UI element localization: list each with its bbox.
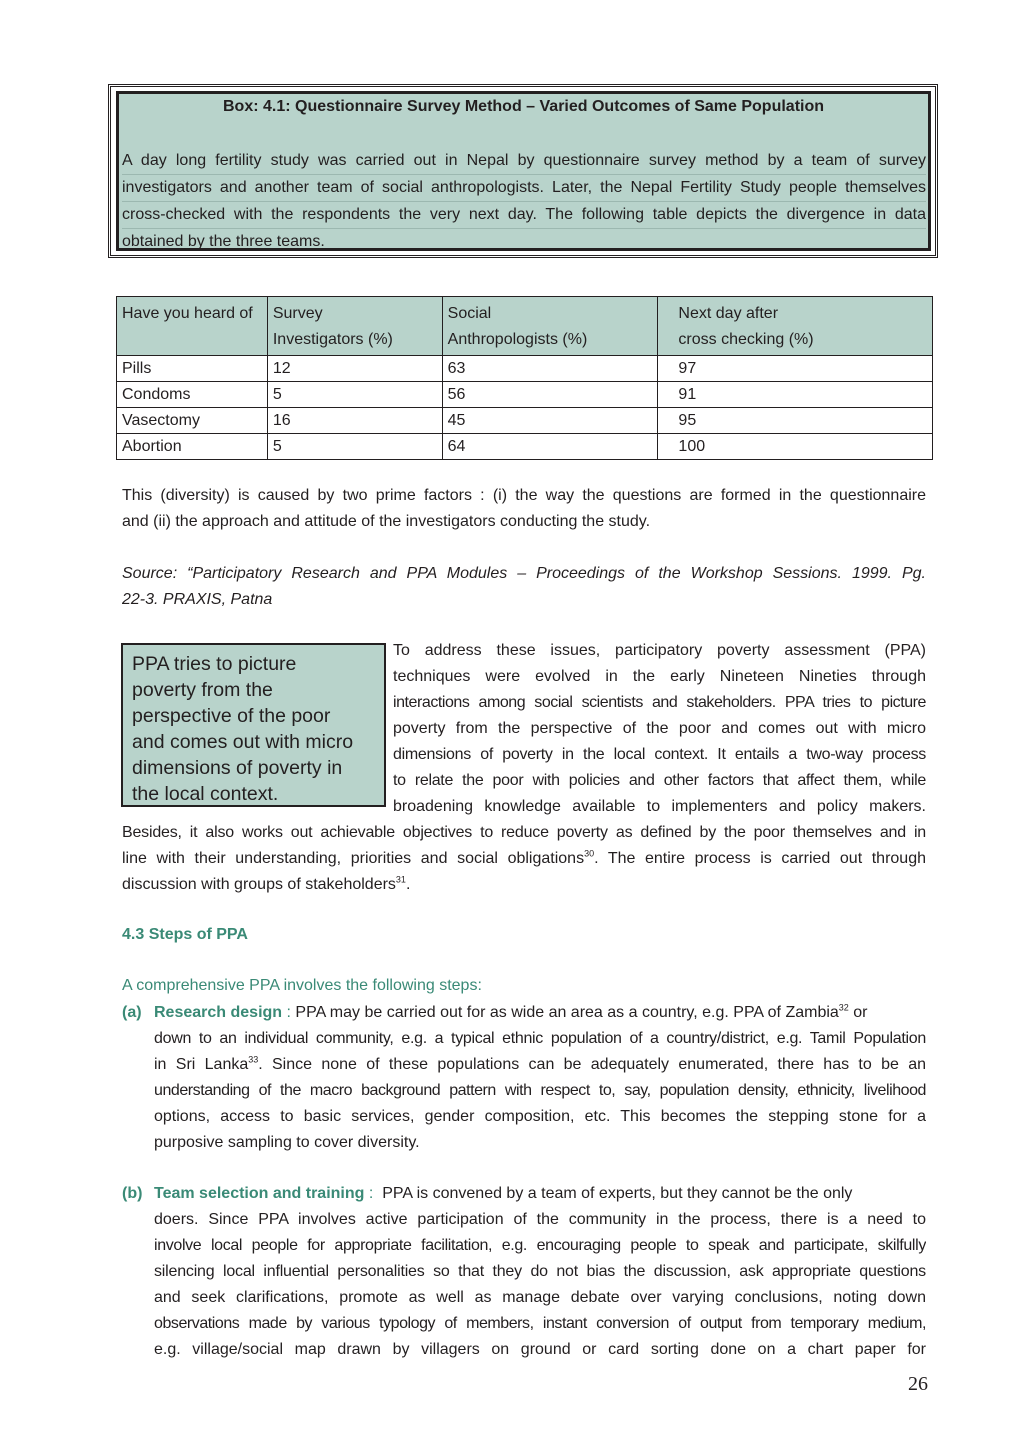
section-heading: 4.3 Steps of PPA [122, 926, 248, 943]
text-line: in Sri Lanka$^{33}$. Since none of these populations can be adequately enumerated, there has to be an [154, 1054, 926, 1073]
table-cell: 5 [267, 434, 442, 460]
step-label: (b) [122, 1185, 143, 1202]
table-cell: 100 [658, 434, 933, 460]
table-cell: Abortion [117, 434, 268, 460]
table-header-cell: Have you heard of [117, 297, 268, 356]
text-line: techniques were evolved in the early Nineteen Nineties through [393, 668, 926, 685]
box-title: Box: 4.1: Questionnaire Survey Method – Varied Outcomes of Same Population [222, 98, 825, 115]
box-body [122, 148, 926, 255]
step-title: Team selection and training [154, 1185, 365, 1202]
text-line: silencing local influential personalities so that they do not bias the discussion, ask appropriate questions [154, 1263, 926, 1280]
text-line: down to an individual community, e.g. a typical ethnic population of a country/district, e.g. Tamil Population [154, 1030, 926, 1047]
table-cell: Vasectomy [117, 408, 268, 434]
text-line: 22-3. PRAXIS, Patna [122, 591, 273, 608]
text-line: Besides, it also works out achievable objectives to reduce poverty as defined by the poor themselves and in [122, 824, 926, 841]
table-cell: 45 [442, 408, 658, 434]
text-line: and (ii) the approach and attitude of the investigators conducting the study. [122, 513, 651, 530]
text-line: and seek clarifications, promote as well as manage debate over varying conclusions, noting down [154, 1289, 926, 1306]
text-line: line with their understanding, priorities and social obligations$^{30}$. The entire process is carried out through [122, 848, 926, 867]
step-b-first-line: (b) Team selection and training : PPA is convened by a team of experts, but they cannot be the only [122, 1181, 926, 1207]
text-line: involve local people for appropriate facilitation, e.g. encouraging people to speak and participate, skilfully [154, 1237, 926, 1254]
text-line: To address these issues, participatory poverty assessment (PPA) [393, 642, 926, 659]
footnote-ref: 30 [584, 848, 595, 859]
text-line: to relate the poor with policies and other factors that affect them, while [393, 772, 926, 789]
table-header-cell: Next day after cross checking (%) [658, 297, 933, 356]
table-cell: Pills [117, 356, 268, 382]
step-title: Research design [154, 1004, 283, 1021]
box-line: cross-checked with the respondents the very next day. The following table depicts the divergence in data [122, 202, 926, 229]
table-row [117, 408, 933, 434]
footnote-ref: 33 [248, 1054, 259, 1065]
box-line: obtained by the three teams. [122, 233, 325, 250]
pull-quote-line: perspective of the poor [132, 705, 331, 727]
text-line: observations made by various typology of members, instant conversion of output from temporary medium, [154, 1315, 926, 1332]
diversity-paragraph [122, 483, 926, 535]
table-row [117, 356, 933, 382]
table-cell: 5 [267, 382, 442, 408]
step-label: (a) [122, 1004, 142, 1021]
table-cell: 12 [267, 356, 442, 382]
pull-quote-box [121, 643, 386, 807]
footnote-ref: 31 [395, 874, 406, 885]
footnote-ref: 32 [838, 1002, 849, 1013]
step-a-body [154, 1026, 926, 1156]
text-line: understanding of the macro background pattern with respect to, say, population density, ethnicity, livelihood [154, 1082, 926, 1099]
pull-quote-line: poverty from the [132, 679, 273, 701]
ppa-paragraph-continued [122, 820, 926, 898]
table-cell: 16 [267, 408, 442, 434]
ppa-paragraph [393, 638, 926, 820]
text-line: doers. Since PPA involves active participation of the community in the process, there is a need to [154, 1211, 926, 1228]
text-line: poverty from the perspective of the poor and comes out with micro [393, 720, 926, 737]
table-row [117, 382, 933, 408]
text-line: Source: “Participatory Research and PPA Modules – Proceedings of the Workshop Sessions. 1999. Pg. [122, 565, 926, 582]
text-line: options, access to basic services, gender composition, etc. This becomes the stepping stone for a [154, 1108, 926, 1125]
pull-quote-line: dimensions of poverty in [132, 757, 343, 779]
pull-quote-line: and comes out with micro [132, 731, 354, 753]
text-line: e.g. village/social map drawn by villagers on ground or card sorting done on a chart paper for [154, 1341, 926, 1358]
text-line: broadening knowledge available to implementers and policy makers. [393, 798, 926, 815]
text-line: purposive sampling to cover diversity. [154, 1134, 420, 1151]
step-b [122, 1181, 926, 1207]
table-header-row [117, 297, 933, 356]
table-cell: 95 [658, 408, 933, 434]
source-citation [122, 561, 926, 613]
table-cell: 63 [442, 356, 658, 382]
page-number: 26 [908, 1373, 928, 1395]
pull-quote-line: the local context. [132, 783, 279, 805]
pull-quote-line: PPA tries to picture [132, 653, 297, 675]
table-cell: 97 [658, 356, 933, 382]
table-cell: 64 [442, 434, 658, 460]
step-a-first-line: (a) Research design : PPA may be carried out for as wide an area as a country, e.g. PPA of Zambia$^{32}$ or [122, 1000, 926, 1026]
step-a [122, 1000, 926, 1026]
text-line: This (diversity) is caused by two prime factors : (i) the way the questions are formed in the questionnaire [122, 487, 926, 504]
table-cell: Condoms [117, 382, 268, 408]
text-line: dimensions of poverty in the local context. It entails a two-way process [393, 746, 926, 763]
table-header-cell: Social Anthropologists (%) [442, 297, 658, 356]
survey-table [116, 296, 933, 460]
table-cell: 56 [442, 382, 658, 408]
box-line: investigators and another team of social anthropologists. Later, the Nepal Fertility Study people themselves [122, 175, 926, 202]
section-intro: A comprehensive PPA involves the following steps: [122, 977, 482, 994]
text-line: discussion with groups of stakeholders$^{31}$. [122, 874, 411, 893]
box-line: A day long fertility study was carried out in Nepal by questionnaire survey method by a team of survey [122, 148, 926, 175]
step-b-body [154, 1207, 926, 1363]
table-row [117, 434, 933, 460]
table-cell: 91 [658, 382, 933, 408]
table-header-cell: Survey Investigators (%) [267, 297, 442, 356]
text-line: interactions among social scientists and stakeholders. PPA tries to picture [393, 694, 926, 711]
